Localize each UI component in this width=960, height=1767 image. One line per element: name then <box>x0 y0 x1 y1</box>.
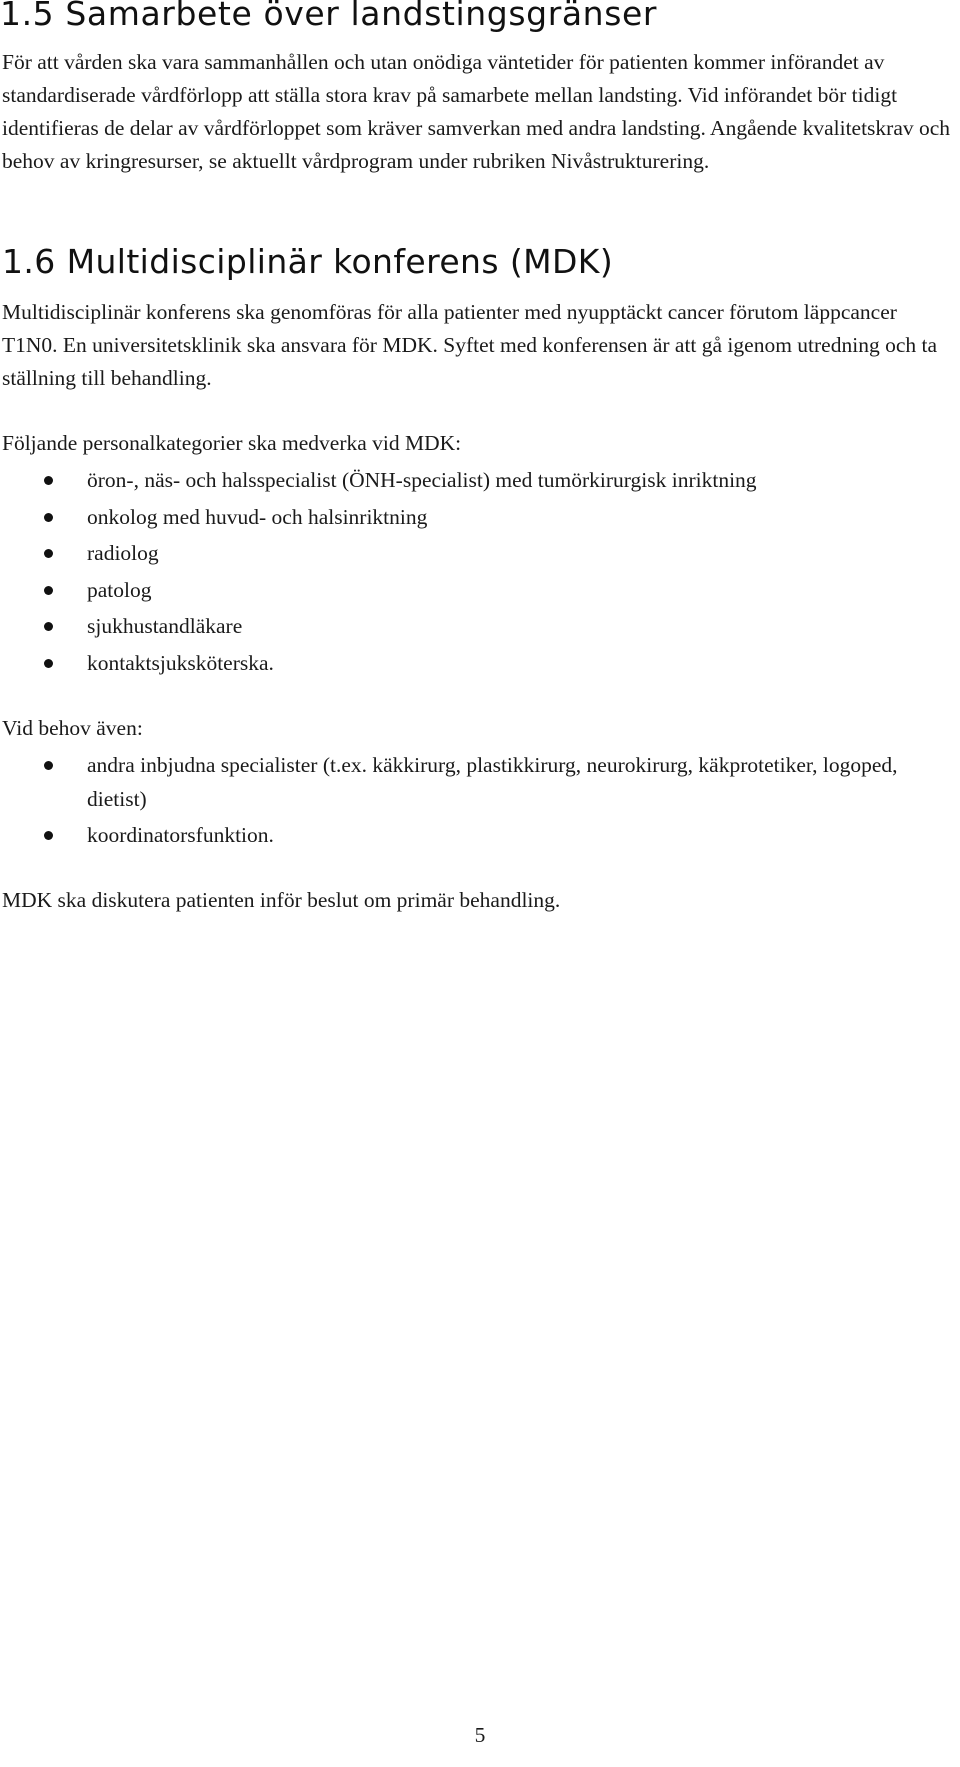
staff-list <box>0 462 957 681</box>
list-item: radiolog <box>0 535 957 572</box>
list-item: sjukhustandläkare <box>0 608 957 645</box>
additional-list <box>0 748 957 852</box>
staff-list-intro: Följande personalkategorier ska medverka vid MDK: <box>2 431 462 455</box>
page-number: 5 <box>474 1723 486 1747</box>
section-heading-1-6: 1.6 Multidisciplinär konferens (MDK) <box>2 242 614 281</box>
section-1-5-paragraph: För att vården ska vara sammanhållen och utan onödiga väntetider för patienten kommer införandet av standardiserade vårdförlopp att ställa stora krav på samarbete mellan landsting. Vid införandet bör tidigt identifieras de delar av vårdförloppet som kräver samverkan med andra landsting. Angående kvalitetskrav och behov av kringresurser, se aktuellt vårdprogram under rubriken Nivåstrukturering. <box>2 50 951 173</box>
section-heading-1-5: 1.5 Samarbete över landstingsgränser <box>0 0 658 33</box>
list-item: andra inbjudna specialister (t.ex. käkkirurg, plastikkirurg, neurokirurg, käkprotetiker, logoped, dietist) <box>0 748 957 816</box>
list-item: öron-, näs- och halsspecialist (ÖNH-specialist) med tumörkirurgisk inriktning <box>0 462 957 499</box>
list-item: koordinatorsfunktion. <box>0 818 957 852</box>
list-item: patolog <box>0 572 957 609</box>
additional-list-intro: Vid behov även: <box>2 716 143 740</box>
section-1-6-paragraph: Multidisciplinär konferens ska genomföras för alla patienter med nyupptäckt cancer förutom läppcancer T1N0. En universitetsklinik ska ansvara för MDK. Syftet med konferensen är att gå igenom utredning och ta ställning till behandling. <box>2 300 938 390</box>
closing-paragraph: MDK ska diskutera patienten inför beslut om primär behandling. <box>2 888 561 912</box>
list-item: onkolog med huvud- och halsinriktning <box>0 499 957 536</box>
list-item: kontaktsjuksköterska. <box>0 645 957 682</box>
